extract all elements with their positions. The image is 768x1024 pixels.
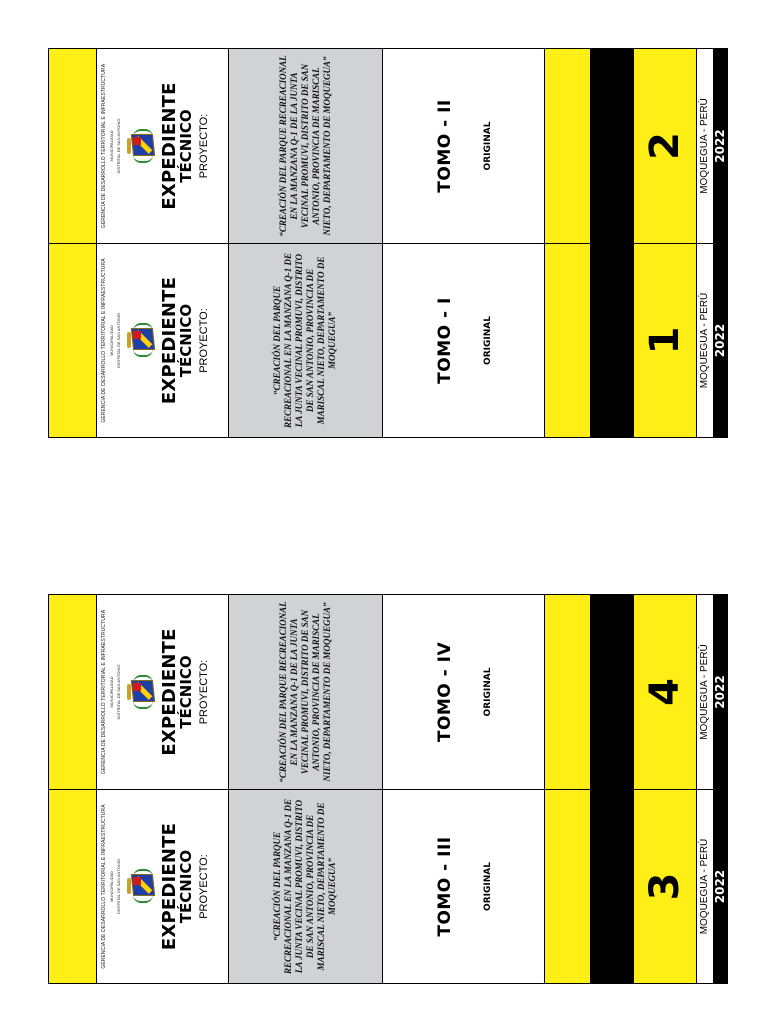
tomo-number-block	[633, 595, 697, 789]
black-band	[591, 49, 633, 243]
yellow-band	[49, 49, 97, 243]
municipality-label: MUNICIPALIDAD	[108, 324, 114, 357]
municipality-name: DISTRITAL DE SAN ANTONIO	[115, 858, 121, 915]
project-block	[229, 244, 382, 437]
title-tecnico: TÉCNICO	[176, 849, 195, 924]
original-label: ORIGINAL	[482, 667, 493, 717]
institution-label: GERENCIA DE DESARROLLO TERRITORIAL E INFRAESTRUCTURA	[100, 804, 107, 969]
project-label: PROYECTO:	[197, 308, 210, 373]
tomo-block	[383, 244, 546, 437]
yellow-band-mid	[545, 244, 591, 437]
municipal-crest-icon	[127, 870, 157, 904]
tomo-number-block	[633, 244, 697, 437]
place-label: MOQUEGUA - PERÚ	[697, 790, 713, 983]
original-label: ORIGINAL	[482, 862, 493, 911]
project-description: “CREACIÓN DEL PARQUE RECREACIONAL EN LA MANZANA Q-1 DE LA JUNTA VECINAL PROMUVI, DISTRITO DE SAN ANTONIO, PROVINCIA DE MARISCAL NIETO, DEPARTAMENTO DE MOQUEGUA”	[277, 55, 332, 237]
project-block	[229, 790, 382, 983]
yellow-band-mid	[545, 595, 591, 789]
tomo-number: 4	[641, 678, 688, 706]
yellow-band-mid	[545, 49, 591, 243]
project-description: “CREACIÓN DEL PARQUE RECREACIONAL EN LA MANZANA Q-1 DE LA JUNTA VECINAL PROMUVI, DISTRITO DE SAN ANTONIO, PROVINCIA DE MARISCAL NIETO, DEPARTAMENTO DE MOQUEGUA”	[277, 601, 332, 783]
project-block	[229, 595, 382, 789]
municipality-name: DISTRITAL DE SAN ANTONIO	[115, 312, 121, 369]
municipal-crest-icon	[127, 324, 157, 358]
header-block	[97, 49, 229, 243]
spine-tomo-1	[49, 243, 727, 437]
year-label: 2022	[713, 49, 727, 243]
project-description: “CREACIÓN DEL PARQUE RECREACIONAL EN LA MANZANA Q-1 DE LA JUNTA VECINAL PROMUVI, DISTRITO DE SAN ANTONIO, PROVINCIA DE MARISCAL NIETO, DEPARTAMENTO DE MOQUEGUA”	[272, 253, 338, 428]
black-band	[591, 595, 633, 789]
original-label: ORIGINAL	[482, 316, 493, 365]
tomo-label: TOMO - I	[434, 297, 455, 384]
tomo-block	[383, 49, 546, 243]
header-block	[97, 244, 229, 437]
yellow-band	[49, 244, 97, 437]
tomo-number-block	[633, 790, 697, 983]
municipality-label: MUNICIPALIDAD	[108, 130, 114, 162]
institution-label: GERENCIA DE DESARROLLO TERRITORIAL E INFRAESTRUCTURA	[100, 63, 107, 229]
yellow-band-mid	[545, 790, 591, 983]
project-label: PROYECTO:	[197, 854, 210, 919]
institution-label: GERENCIA DE DESARROLLO TERRITORIAL E INFRAESTRUCTURA	[100, 258, 107, 423]
header-block	[97, 790, 229, 983]
original-label: ORIGINAL	[482, 121, 493, 171]
title-expediente: EXPEDIENTE	[158, 628, 180, 756]
year-label: 2022	[713, 595, 727, 789]
header-block	[97, 595, 229, 789]
tomo-label: TOMO - IV	[434, 641, 455, 743]
tomo-block	[383, 790, 546, 983]
tomo-label: TOMO - III	[434, 836, 455, 937]
title-expediente: EXPEDIENTE	[158, 276, 180, 405]
title-tecnico: TÉCNICO	[176, 303, 195, 378]
spine-tomo-4	[49, 595, 727, 789]
yellow-band	[49, 595, 97, 789]
project-description: “CREACIÓN DEL PARQUE RECREACIONAL EN LA MANZANA Q-1 DE LA JUNTA VECINAL PROMUVI, DISTRITO DE SAN ANTONIO, PROVINCIA DE MARISCAL NIETO, DEPARTAMENTO DE MOQUEGUA”	[272, 799, 338, 974]
municipality-name: DISTRITAL DE SAN ANTONIO	[115, 118, 121, 174]
tomo-number-block	[633, 49, 697, 243]
black-band	[591, 790, 633, 983]
municipal-crest-icon	[127, 675, 157, 709]
tomo-block	[383, 595, 546, 789]
top-sheet	[48, 48, 728, 438]
project-label: PROYECTO:	[197, 659, 210, 725]
place-label: MOQUEGUA - PERÚ	[697, 244, 713, 437]
tomo-label: TOMO - II	[434, 99, 455, 193]
year-label: 2022	[713, 790, 727, 983]
municipal-crest-icon	[127, 129, 157, 163]
project-block	[229, 49, 382, 243]
title-expediente: EXPEDIENTE	[158, 822, 180, 951]
tomo-number: 3	[641, 872, 688, 901]
tomo-number: 1	[641, 326, 688, 355]
place-label: MOQUEGUA - PERÚ	[697, 595, 713, 789]
place-label: MOQUEGUA - PERÚ	[697, 49, 713, 243]
black-band	[591, 244, 633, 437]
municipality-label: MUNICIPALIDAD	[108, 676, 114, 708]
spine-tomo-2	[49, 49, 727, 243]
tomo-number: 2	[641, 132, 688, 160]
title-tecnico: TÉCNICO	[176, 655, 195, 729]
bottom-sheet	[48, 594, 728, 984]
title-expediente: EXPEDIENTE	[158, 82, 180, 210]
title-tecnico: TÉCNICO	[176, 109, 195, 183]
institution-label: GERENCIA DE DESARROLLO TERRITORIAL E INFRAESTRUCTURA	[100, 609, 107, 775]
municipality-label: MUNICIPALIDAD	[108, 870, 114, 903]
yellow-band	[49, 790, 97, 983]
municipality-name: DISTRITAL DE SAN ANTONIO	[115, 664, 121, 720]
spine-tomo-3	[49, 789, 727, 983]
year-label: 2022	[713, 244, 727, 437]
project-label: PROYECTO:	[197, 113, 210, 179]
